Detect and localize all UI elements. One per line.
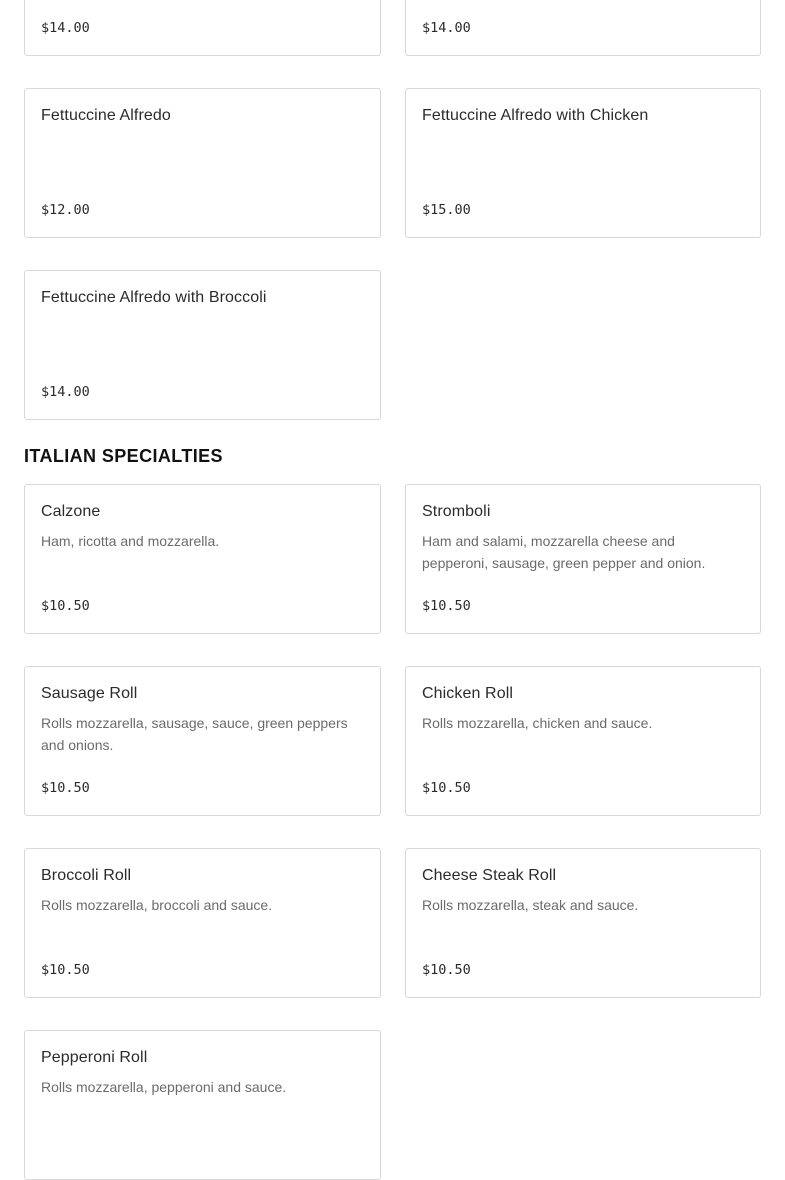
- menu-item-card[interactable]: [24, 88, 381, 238]
- item-name: Sausage Roll: [41, 685, 138, 702]
- menu-item-card[interactable]: [405, 484, 761, 634]
- item-price: $10.50: [422, 962, 471, 978]
- item-price: $10.50: [41, 598, 90, 614]
- menu-item-card[interactable]: [405, 666, 761, 816]
- item-description: Rolls mozzarella, chicken and sauce.: [422, 715, 653, 731]
- item-description: Rolls mozzarella, sausage, sauce, green peppers and onions.: [41, 715, 348, 753]
- item-name: Calzone: [41, 503, 101, 520]
- item-name: Fettuccine Alfredo with Chicken: [422, 107, 649, 124]
- item-name: Fettuccine Alfredo with Broccoli: [41, 289, 267, 306]
- section-title: ITALIAN SPECIALTIES: [24, 446, 223, 466]
- item-name: Cheese Steak Roll: [422, 867, 557, 884]
- menu-item-card[interactable]: [24, 1030, 381, 1180]
- menu-item-card[interactable]: [24, 484, 381, 634]
- item-name: Fettuccine Alfredo: [41, 107, 171, 124]
- item-price: $10.50: [41, 962, 90, 978]
- menu-item-card[interactable]: [405, 88, 761, 238]
- item-price: $15.00: [422, 202, 471, 218]
- menu-item-card[interactable]: [24, 666, 381, 816]
- menu-item-card[interactable]: [24, 270, 381, 420]
- item-price: $10.50: [41, 780, 90, 796]
- item-price: $12.00: [41, 202, 90, 218]
- item-description: Ham, ricotta and mozzarella.: [41, 533, 220, 549]
- item-name: Broccoli Roll: [41, 867, 132, 884]
- menu-item-card[interactable]: [24, 848, 381, 998]
- menu-item-card[interactable]: [405, 848, 761, 998]
- item-description: Rolls mozzarella, pepperoni and sauce.: [41, 1079, 287, 1095]
- item-price: $14.00: [41, 384, 90, 400]
- menu-item-card[interactable]: [24, 0, 381, 56]
- item-description: Ham and salami, mozzarella cheese and pepperoni, sausage, green pepper and onion.: [422, 533, 706, 571]
- item-price: $10.50: [422, 598, 471, 614]
- item-price: $14.00: [41, 20, 90, 36]
- item-description: Rolls mozzarella, steak and sauce.: [422, 897, 639, 913]
- item-description: Rolls mozzarella, broccoli and sauce.: [41, 897, 273, 913]
- item-name: Chicken Roll: [422, 685, 514, 702]
- item-name: Stromboli: [422, 503, 491, 520]
- item-price: $14.00: [422, 20, 471, 36]
- item-name: Pepperoni Roll: [41, 1049, 148, 1066]
- item-price: $10.50: [422, 780, 471, 796]
- menu-item-card[interactable]: [405, 0, 761, 56]
